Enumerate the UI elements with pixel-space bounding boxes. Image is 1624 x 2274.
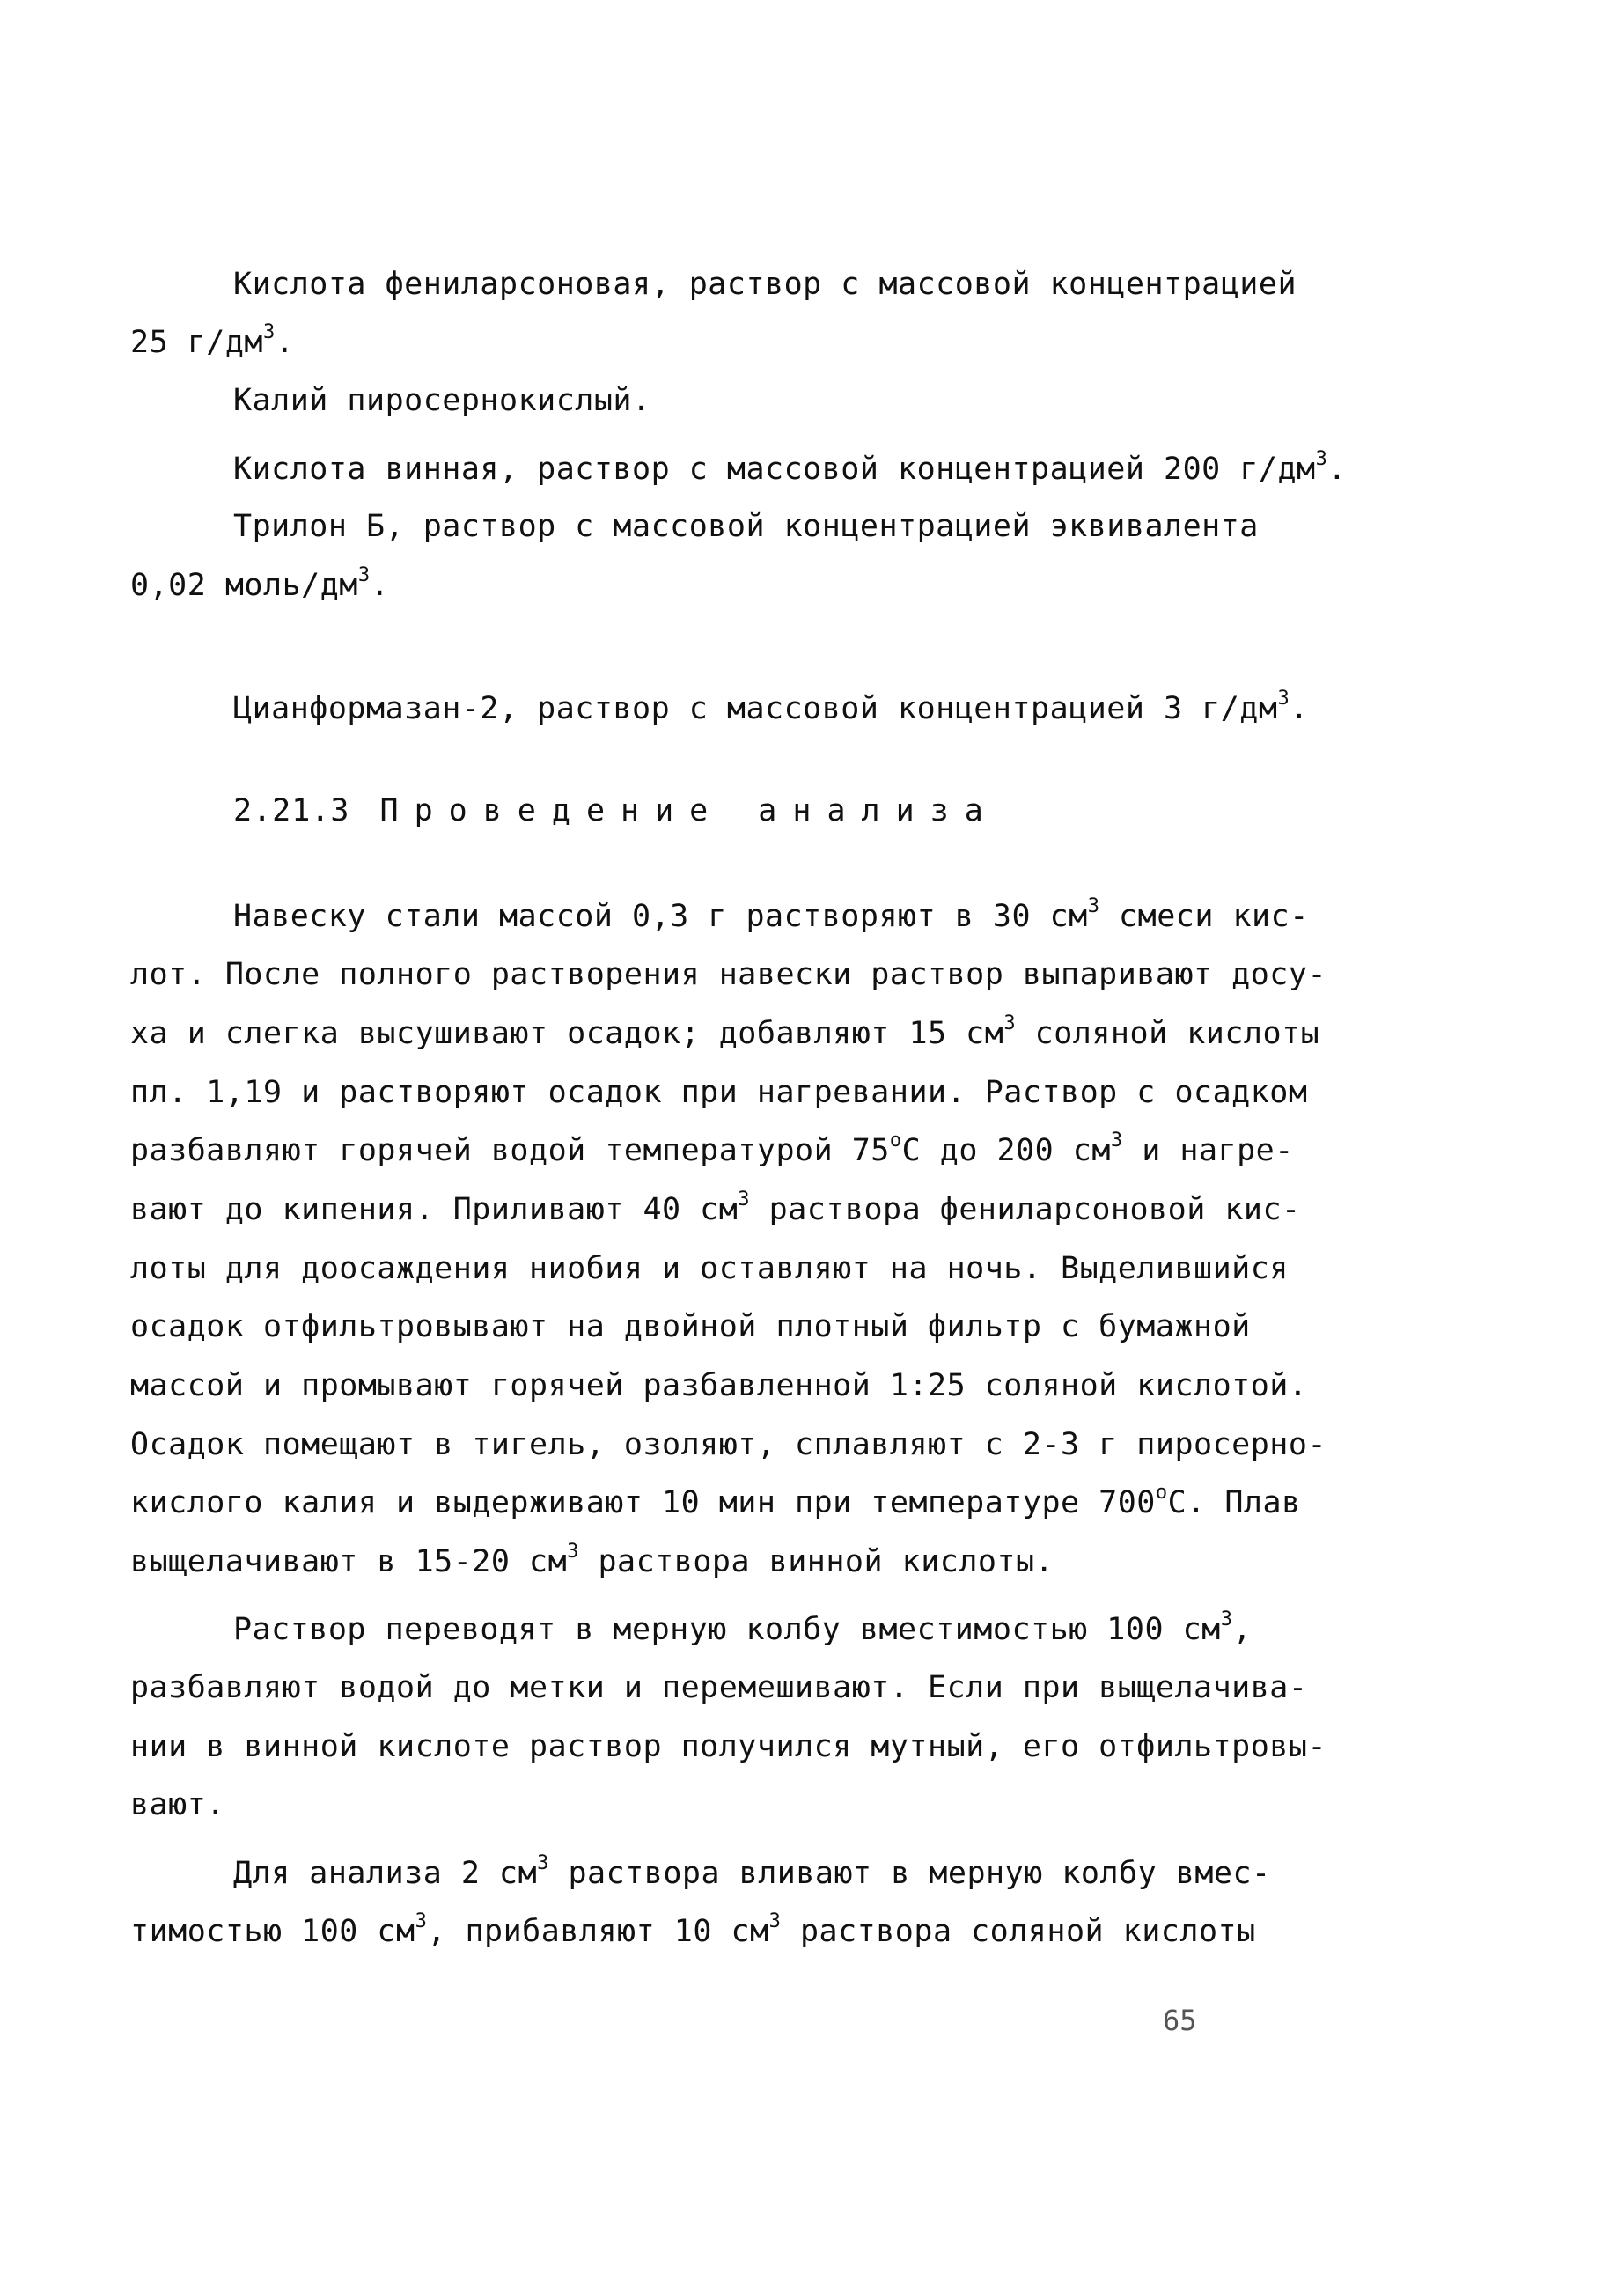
paragraph1-line9: массой и промывают горячей разбавленной 1:25 соляной кислотой.: [130, 1368, 1308, 1403]
paragraph1-line7: лоты для доосаждения ниобия и оставляют на ночь. Выделившийся: [130, 1251, 1289, 1286]
paragraph2-line2: разбавляют водой до метки и перемешивают. Если при выщелачива-: [130, 1670, 1308, 1705]
reagent-trilon-b-line1: Трилон Б, раствор с массовой концентрацией эквивалента: [233, 509, 1259, 544]
paragraph1-line11: кислого калия и выдерживают 10 мин при температуре $700^оС$. Плав: [130, 1482, 1301, 1520]
paragraph1-line10: Осадок помещают в тигель, озоляют, сплавляют с 2-3 г пиросерно-: [130, 1427, 1327, 1462]
paragraph1-line4: пл. 1,19 и растворяют осадок при нагревании. Раствор с осадком: [130, 1075, 1308, 1110]
paragraph1-line1: Навеску стали массой 0,3 г растворяют в 30 $см^3$ смеси кис-: [233, 895, 1309, 934]
reagent-cyanformazan: Цианформазан-2, раствор с массовой концентрацией 3 $г/дм^3$.: [233, 688, 1309, 726]
paragraph1-line2: лот. После полного растворения навески раствор выпаривают досу-: [130, 957, 1327, 992]
reagent-potassium-pyrosulfate: Калий пиросернокислый.: [233, 383, 651, 418]
paragraph2-line1: Раствор переводят в мерную колбу вместимостью 100 $см^3$,: [233, 1608, 1253, 1647]
reagent-phenylarsonic-line2: 25 $г/дм^3$.: [130, 321, 295, 360]
paragraph1-line3: ха и слегка высушивают осадок; добавляют 15 $см^3$ соляной кислоты: [130, 1012, 1320, 1051]
paragraph1-line12: выщелачивают в 15-20 $см^3$ раствора винной кислоты.: [130, 1541, 1054, 1579]
reagent-phenylarsonic-line1: Кислота фениларсоновая, раствор с массовой концентрацией: [233, 267, 1297, 302]
paragraph1-line6: вают до кипения. Приливают 40 $см^3$ раствора фениларсоновой кис-: [130, 1189, 1301, 1227]
paragraph1-line5: разбавляют горячей водой температурой $75^оС$ до 200 $см^3$ и нагре-: [130, 1130, 1294, 1168]
section-heading: [233, 793, 999, 828]
paragraph2-line4: вают.: [130, 1787, 225, 1822]
paragraph1-line8: осадок отфильтровывают на двойной плотный фильтр с бумажной: [130, 1309, 1251, 1344]
reagent-trilon-b-line2: 0,02 моль/$дм^3$.: [130, 564, 390, 603]
reagent-tartaric-acid: Кислота винная, раствор с массовой концентрацией 200 $г/дм^3$.: [233, 448, 1347, 487]
section-number: 2.21.3: [233, 793, 350, 828]
paragraph3-line1: Для анализа 2 $см^3$ раствора вливают в мерную колбу вмес-: [233, 1852, 1271, 1891]
section-title: Проведение анализа: [379, 793, 999, 828]
paragraph2-line3: нии в винной кислоте раствор получился мутный, его отфильтровы-: [130, 1729, 1327, 1764]
page-number: 65: [1163, 2004, 1197, 2037]
paragraph3-line2: тимостью 100 $см^3$, прибавляют 10 $см^3$ раствора соляной кислоты: [130, 1910, 1256, 1949]
